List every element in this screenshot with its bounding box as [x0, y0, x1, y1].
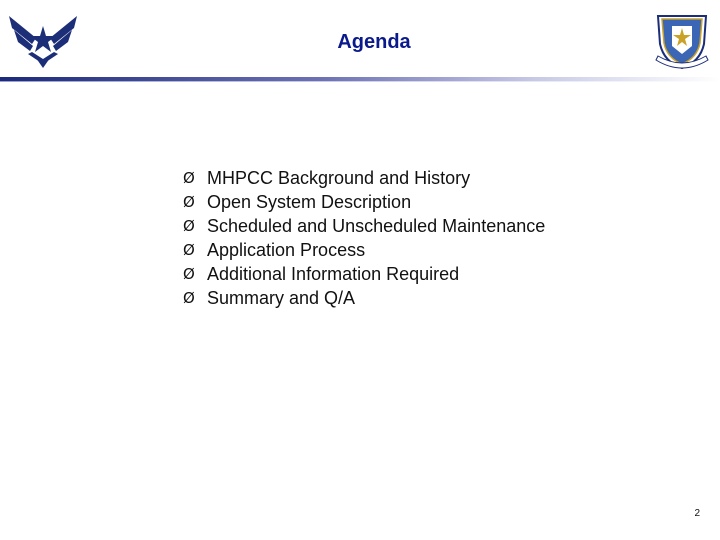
arrow-bullet-icon: Ø: [183, 217, 195, 235]
agenda-item: [183, 262, 545, 286]
agenda-item: [183, 166, 545, 190]
unit-shield-icon: [650, 10, 714, 72]
slide-title: Agenda: [337, 31, 411, 53]
arrow-bullet-icon: Ø: [183, 169, 195, 187]
agenda-item-label: Additional Information Required: [207, 263, 460, 284]
agenda-list: [183, 166, 545, 310]
arrow-bullet-icon: Ø: [183, 241, 195, 259]
arrow-bullet-icon: Ø: [183, 289, 195, 307]
agenda-item: [183, 286, 545, 310]
agenda-item-label: Scheduled and Unscheduled Maintenance: [207, 215, 546, 236]
agenda-item-label: Open System Description: [207, 191, 412, 212]
page-number: 2: [694, 508, 700, 519]
arrow-bullet-icon: Ø: [183, 265, 195, 283]
agenda-item: [183, 190, 545, 214]
agenda-item-label: Summary and Q/A: [207, 287, 356, 308]
agenda-item: [183, 238, 545, 262]
agenda-item: [183, 214, 545, 238]
arrow-bullet-icon: Ø: [183, 193, 195, 211]
header-rule-shadow: [0, 81, 720, 82]
agenda-item-label: MHPCC Background and History: [207, 167, 471, 188]
agenda-item-label: Application Process: [207, 239, 366, 260]
